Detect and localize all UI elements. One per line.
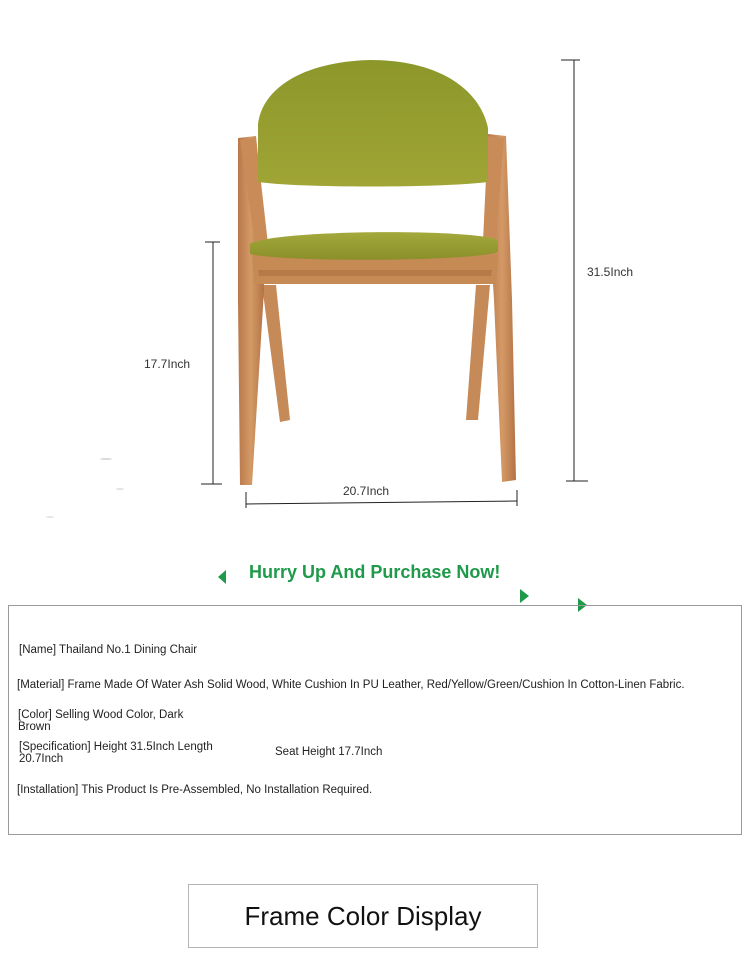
arrow-left-icon (218, 570, 226, 584)
chair-back-leg-right (466, 285, 490, 420)
width-label: 20.7Inch (343, 484, 390, 498)
promo-banner-text: Hurry Up And Purchase Now! (249, 562, 501, 582)
total-height-label: 31.5Inch (587, 265, 634, 279)
seat-height-label: 17.7Inch (144, 357, 191, 371)
spec-installation: [Installation] This Product Is Pre-Assembled, No Installation Required. (17, 784, 373, 796)
spec-name: [Name] Thailand No.1 Dining Chair (19, 644, 198, 656)
section-title: Frame Color Display (244, 900, 482, 931)
product-spec-box (8, 605, 742, 835)
spec-seat-height: Seat Height 17.7Inch (275, 746, 383, 758)
chair-seat (250, 232, 498, 260)
height-dimension-line (561, 60, 588, 481)
spec-specification: [Specification] Height 31.5Inch Length 20.7Inch (19, 741, 213, 765)
frame-color-section-header (188, 884, 538, 948)
chair-back-leg-left (262, 285, 290, 422)
seat-height-dimension-line (201, 242, 222, 484)
spec-material: [Material] Frame Made Of Water Ash Solid Wood, White Cushion In PU Leather, Red/Yellow/Green/Cushion In Cotton-Linen Fabric. (17, 679, 685, 691)
chair-backrest (258, 60, 488, 187)
arrow-right-icon (520, 589, 529, 603)
spec-color: [Color] Selling Wood Color, Dark Brown (18, 709, 184, 733)
